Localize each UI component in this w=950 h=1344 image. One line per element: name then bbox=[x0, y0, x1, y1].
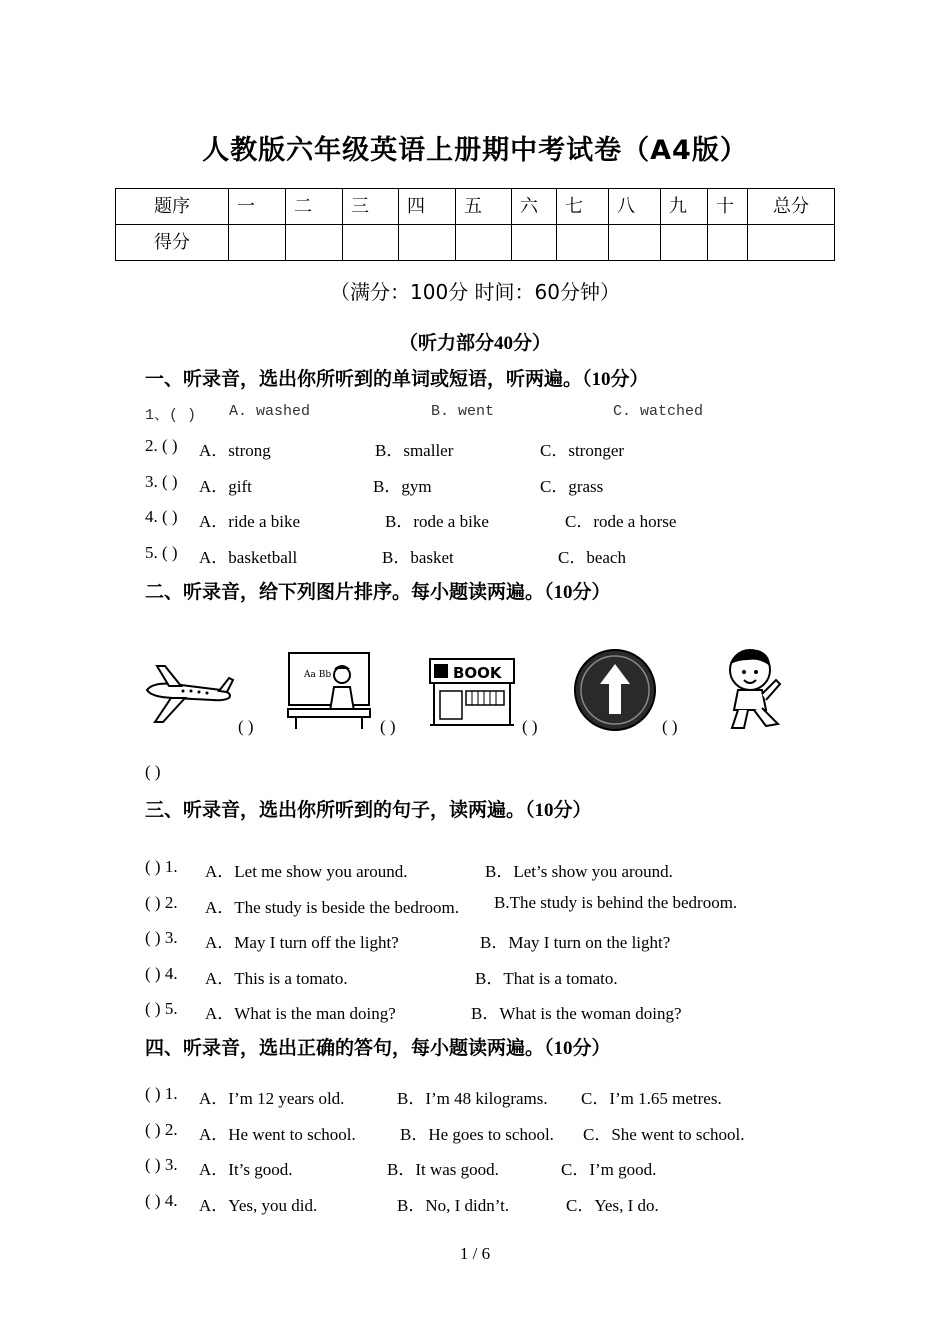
score-cell: 总分 bbox=[748, 189, 835, 225]
book-sign-text: BOOK bbox=[453, 664, 502, 682]
question-number: ( ) 1. bbox=[145, 857, 178, 876]
section-3-heading: 三、听录音，选出你所听到的句子，读两遍。（10分） bbox=[145, 800, 592, 821]
option-c: C．I’m 1.65 metres. bbox=[581, 1089, 722, 1108]
airplane-icon bbox=[143, 660, 235, 726]
option-a: A．Yes, you did. bbox=[199, 1196, 318, 1215]
question-number: 3. ( ) bbox=[145, 472, 178, 491]
option-c: C．rode a horse bbox=[565, 512, 677, 531]
option-a: A．Let me show you around. bbox=[205, 862, 408, 881]
section-2-heading: 二、听录音，给下列图片排序。每小题读两遍。（10分） bbox=[145, 582, 611, 603]
score-input-cell[interactable] bbox=[748, 225, 835, 261]
option-c: C．beach bbox=[558, 548, 626, 567]
score-input-cell[interactable] bbox=[343, 225, 399, 261]
option-b: B．gym bbox=[373, 477, 432, 496]
board-text: Aa Bb bbox=[304, 670, 332, 680]
question-number: 4. ( ) bbox=[145, 507, 178, 526]
score-row-label: 得分 bbox=[116, 225, 229, 261]
score-input-cell[interactable] bbox=[286, 225, 343, 261]
score-input-cell[interactable] bbox=[557, 225, 609, 261]
score-table bbox=[115, 188, 835, 261]
option-a: A．It’s good. bbox=[199, 1160, 293, 1179]
score-cell: 一 bbox=[229, 189, 286, 225]
option-c: C．Yes, I do. bbox=[566, 1196, 659, 1215]
answer-blank[interactable]: ( ) bbox=[145, 762, 161, 781]
answer-blank[interactable]: ( ) bbox=[522, 717, 538, 736]
score-input-cell[interactable] bbox=[708, 225, 748, 261]
score-cell: 题序 bbox=[116, 189, 229, 225]
option-b: B．That is a tomato. bbox=[475, 969, 618, 988]
score-input-cell[interactable] bbox=[229, 225, 286, 261]
question-number: ( ) 4. bbox=[145, 1191, 178, 1210]
question-number: ( ) 2. bbox=[145, 1120, 178, 1139]
question-number: ( ) 3. bbox=[145, 928, 178, 947]
score-input-cell[interactable] bbox=[661, 225, 708, 261]
option-a: A．What is the man doing? bbox=[205, 1004, 396, 1023]
option-b: B．May I turn on the light? bbox=[480, 933, 671, 952]
teacher-blackboard-icon bbox=[286, 651, 372, 731]
listening-header: （听力部分40分） bbox=[398, 333, 551, 354]
score-cell: 九 bbox=[661, 189, 708, 225]
option-a: A．basketball bbox=[199, 548, 298, 567]
answer-blank[interactable]: ( ) bbox=[238, 717, 254, 736]
section-1-heading: 一、听录音，选出你所听到的单词或短语，听两遍。（10分） bbox=[145, 369, 649, 390]
option-c: C．stronger bbox=[540, 441, 625, 460]
option-a: A．strong bbox=[199, 441, 271, 460]
option-a: A．May I turn off the light? bbox=[205, 933, 399, 952]
score-cell: 七 bbox=[557, 189, 609, 225]
option-b: B．smaller bbox=[375, 441, 454, 460]
option-a: A．gift bbox=[199, 477, 252, 496]
option-c: C．I’m good. bbox=[561, 1160, 657, 1179]
score-cell: 二 bbox=[286, 189, 343, 225]
option-b: B．Let’s show you around. bbox=[485, 862, 673, 881]
question-number: 1、( ) bbox=[145, 407, 197, 424]
score-cell: 八 bbox=[609, 189, 661, 225]
question-number: ( ) 1. bbox=[145, 1084, 178, 1103]
option-b: B．It was good. bbox=[387, 1160, 499, 1179]
exam-meta: （满分：100分 时间：60分钟） bbox=[330, 280, 620, 304]
option-a: A．This is a tomato. bbox=[205, 969, 348, 988]
score-input-cell[interactable] bbox=[609, 225, 661, 261]
score-cell: 六 bbox=[512, 189, 557, 225]
score-input-cell[interactable] bbox=[399, 225, 456, 261]
option-a: A．I’m 12 years old. bbox=[199, 1089, 345, 1108]
score-input-cell[interactable] bbox=[512, 225, 557, 261]
waving-boy-icon bbox=[718, 646, 796, 732]
question-number: 5. ( ) bbox=[145, 543, 178, 562]
option-b: B．basket bbox=[382, 548, 454, 567]
option-c: C．She went to school. bbox=[583, 1125, 745, 1144]
question-number: 2. ( ) bbox=[145, 436, 178, 455]
option-c: C．grass bbox=[540, 477, 604, 496]
option-a: A. washed bbox=[229, 403, 311, 420]
score-input-cell[interactable] bbox=[456, 225, 512, 261]
question-number: ( ) 4. bbox=[145, 964, 178, 983]
option-b: B．I’m 48 kilograms. bbox=[397, 1089, 548, 1108]
option-b: B.The study is behind the bedroom. bbox=[494, 893, 738, 912]
page-title: 人教版六年级英语上册期中考试卷（A4版） bbox=[202, 135, 748, 166]
option-b: B．rode a bike bbox=[385, 512, 489, 531]
question-number: ( ) 2. bbox=[145, 893, 178, 912]
go-straight-sign-icon bbox=[572, 648, 658, 732]
question-number: ( ) 3. bbox=[145, 1155, 178, 1174]
answer-blank[interactable]: ( ) bbox=[662, 717, 678, 736]
score-cell: 四 bbox=[399, 189, 456, 225]
score-cell: 五 bbox=[456, 189, 512, 225]
score-cell: 三 bbox=[343, 189, 399, 225]
bookstore-icon bbox=[426, 655, 518, 729]
score-table-score-row bbox=[116, 225, 835, 261]
answer-blank[interactable]: ( ) bbox=[380, 717, 396, 736]
option-a: A．He went to school. bbox=[199, 1125, 356, 1144]
option-b: B．What is the woman doing? bbox=[471, 1004, 682, 1023]
page-number: 1 / 6 bbox=[459, 1244, 491, 1263]
score-cell: 十 bbox=[708, 189, 748, 225]
option-b: B．He goes to school. bbox=[400, 1125, 554, 1144]
option-b: B．No, I didn’t. bbox=[397, 1196, 510, 1215]
option-a: A．The study is beside the bedroom. bbox=[205, 898, 460, 917]
option-b: B. went bbox=[431, 403, 495, 420]
score-table-header-row bbox=[116, 189, 835, 225]
question-number: ( ) 5. bbox=[145, 999, 178, 1018]
section-4-heading: 四、听录音，选出正确的答句，每小题读两遍。（10分） bbox=[145, 1038, 611, 1059]
option-c: C. watched bbox=[613, 403, 704, 420]
option-a: A．ride a bike bbox=[199, 512, 301, 531]
